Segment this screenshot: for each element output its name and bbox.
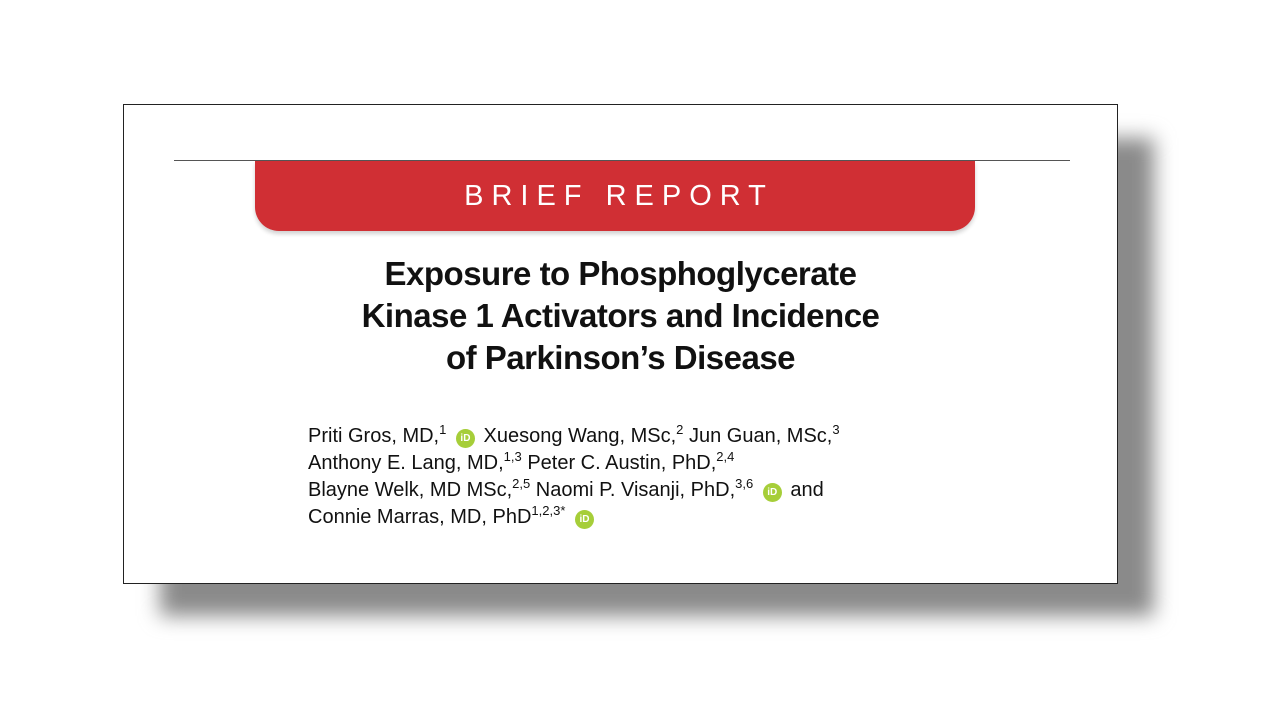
author-list	[308, 423, 1008, 531]
title-line: Kinase 1 Activators and Incidence	[361, 297, 880, 334]
orcid-icon[interactable]: iD	[456, 429, 475, 448]
title-line: Exposure to Phosphoglycerate	[384, 255, 857, 292]
brief-report-banner	[255, 161, 975, 231]
author-name: Jun Guan, MSc,	[688, 425, 833, 447]
affiliation-sup: 1,2,3*	[531, 503, 566, 518]
affiliation-sup: 3	[832, 422, 840, 437]
author-line	[308, 504, 1008, 531]
affiliation-sup: 2,4	[716, 449, 735, 464]
author-name: Priti Gros, MD,	[308, 425, 440, 447]
author-name: Xuesong Wang, MSc,	[483, 425, 677, 447]
paper-page	[123, 104, 1118, 584]
orcid-icon[interactable]: iD	[575, 510, 594, 529]
affiliation-sup: 1,3	[503, 449, 522, 464]
author-name: Naomi P. Visanji, PhD,	[535, 479, 736, 501]
author-name: Blayne Welk, MD MSc,	[308, 479, 513, 501]
author-line	[308, 450, 1008, 477]
banner-label: BRIEF REPORT	[464, 179, 774, 212]
affiliation-sup: 2	[676, 422, 684, 437]
conjunction: and	[790, 479, 824, 501]
affiliation-sup: 3,6	[735, 476, 754, 491]
author-line	[308, 477, 1008, 504]
author-name: Peter C. Austin, PhD,	[527, 452, 717, 474]
title-line: of Parkinson’s Disease	[445, 339, 796, 376]
affiliation-sup: 2,5	[512, 476, 531, 491]
affiliation-sup: 1	[439, 422, 447, 437]
author-line	[308, 423, 1008, 450]
orcid-icon[interactable]: iD	[763, 483, 782, 502]
author-name: Connie Marras, MD, PhD	[308, 506, 532, 528]
author-name: Anthony E. Lang, MD,	[308, 452, 504, 474]
article-title	[124, 253, 1117, 379]
